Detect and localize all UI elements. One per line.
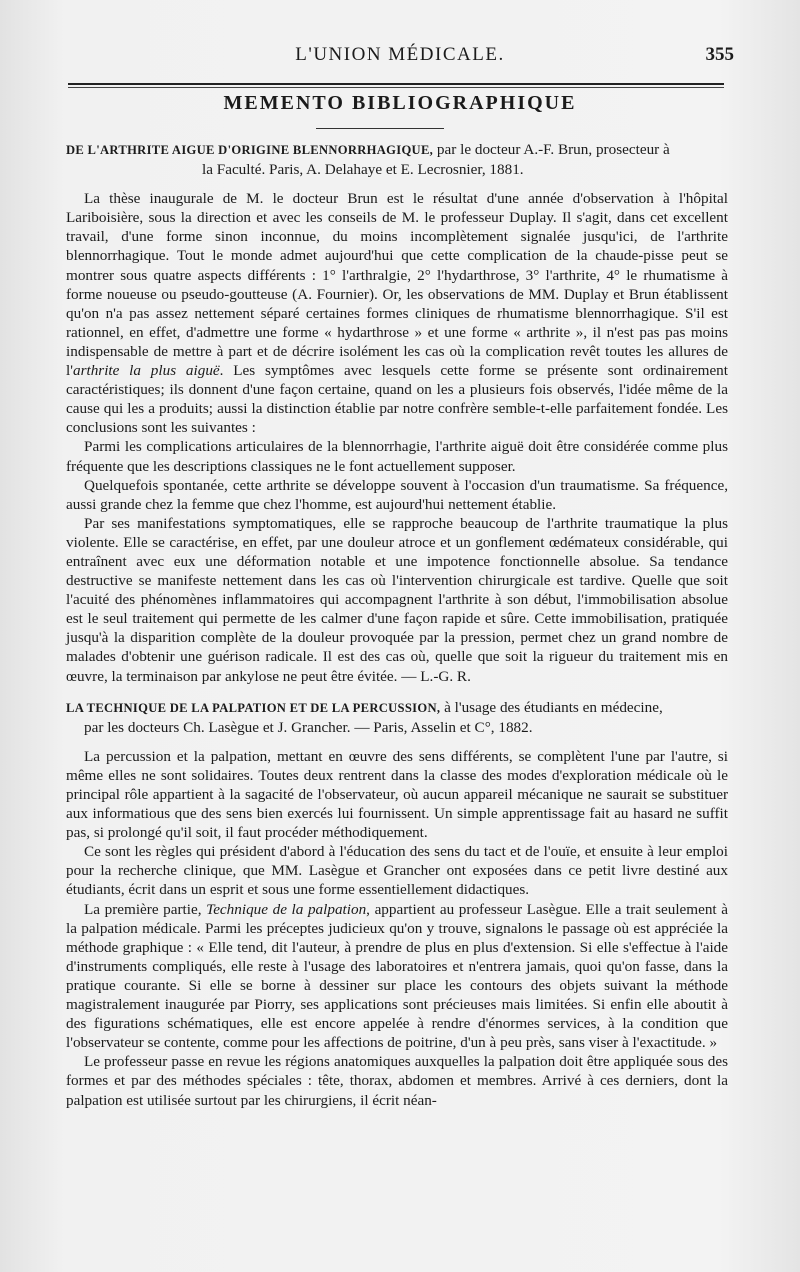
- entry-1-title-rest-2: la Faculté. Paris, A. Delahaye et E. Lecrosnier, 1881.: [202, 161, 524, 179]
- entry-2-p3-head: La première partie,: [84, 900, 207, 918]
- entry-2-title: [66, 698, 728, 737]
- entry-1-title: [66, 140, 728, 179]
- section-title: MEMENTO BIBLIOGRAPHIQUE: [223, 92, 577, 114]
- entry-1-paragraph-1: [66, 189, 728, 437]
- running-title: L'UNION MÉDICALE.: [295, 44, 505, 65]
- title-underline: [316, 128, 444, 129]
- entry-2-title-rest-2: par les docteurs Ch. Lasègue et J. Grancher. — Paris, Asselin et C°, 1882.: [84, 718, 533, 736]
- entry-1-title-rest-1: par le docteur A.-F. Brun, prosecteur à: [433, 141, 670, 158]
- entry-1-p1-text: La thèse inaugurale de M. le docteur Brun est le résultat d'une année d'observation à l'hôpital Lariboisière, sous la direction et avec les conseils de M. le professeur Duplay. Il s'agit, dans cet excellent travail, d'une forme sinon inconnue, du moins incomplètement signalée jusqu'ici, de l'arthrite blennorrhagique. Tout le monde admet aujourd'hui que cette complication de la chaude-pisse peut se montrer sous quatre aspects différents : 1° l'arthralgie, 2° l'hydarthrose, 3° l'arthrite, 4° le rhumatisme à forme noueuse ou pseudo-goutteuse (A. Fournier). Or, les observations de MM. Duplay et Brun établissent qu'on n'a pas assez nettement séparé certaines formes cliniques de rhumatisme blennorrhagique. S'il est rationnel, en effet, d'admettre une forme « hydarthrose » et une forme « arthrite », il n'est pas pas moins indispensable de mettre à part et de décrire isolément les cas où la complication revêt toutes les allures de l': [66, 190, 728, 380]
- entry-2-paragraph-1: La percussion et la palpation, mettant en œuvre des sens différents, se complètent l'une par l'autre, si même elles ne sont solidaires. Toutes deux rentrent dans la classe des modes d'exploration médicale où le principal rôle appartient à la sagacité de l'observateur, où aucun appareil mécanique ne saurait se substituer aux informatious que des sens bien exercés lui fournissent. Un simple apprentissage fait au hasard ne suffit pas, si prolongé qu'il soit, il faut procéder méthodiquement.: [66, 747, 728, 842]
- entry-2-paragraph-2: Ce sont les règles qui président d'abord à l'éducation des sens du tact et de l'ouïe, et ensuite à leur emploi pour la recherche clinique, que MM. Lasègue et Grancher ont exposées dans ce petit livre destiné aux étudiants, écrit dans un esprit et sous une forme essentiellement didactiques.: [66, 843, 728, 899]
- entry-1-p1-italic: arthrite la plus aiguë: [72, 362, 220, 380]
- entry-1-title-head: DE L'ARTHRITE AIGUE D'ORIGINE BLENNORRHAGIQUE,: [66, 143, 434, 157]
- article-body: [66, 138, 728, 1110]
- entry-1-paragraph-2: Parmi les complications articulaires de la blennorrhagie, l'arthrite aiguë doit être considérée comme plus fréquente que les descriptions classiques ne le font actuellement supposer.: [66, 438, 728, 475]
- entry-1-p1-tail: . Les symptômes avec lesquels cette forme se présente sont ordinairement caractéristiques; ils donnent d'une façon certaine, quand on les a plusieurs fois observés, l'idée même de la cause qui les a produits; aussi la distinction établie par notre confrère semble-t-elle parfaitement fondée. Les conclusions sont les suivantes :: [66, 362, 728, 437]
- entry-2-paragraph-3: [66, 900, 728, 1053]
- entry-2-paragraph-4: Le professeur passe en revue les régions anatomiques auxquelles la palpation doit être appliquée sous des formes et par des méthodes spéciales : tête, thorax, abdomen et membres. Arrivé à ces derniers, dont la palpation est utilisée surtout par les chirurgiens, il écrit néan-: [66, 1053, 728, 1109]
- header-rule-thin: [68, 87, 724, 88]
- entry-1-paragraph-3: Quelquefois spontanée, cette arthrite se développe souvent à l'occasion d'un traumatisme. Sa fréquence, aussi grande chez la femme que chez l'homme, est aujourd'hui nettement établie.: [66, 476, 728, 513]
- header-rule: [68, 83, 724, 85]
- entry-2-p3-tail: , appartient au professeur Lasègue. Elle a trait seulement à la palpation médicale. Parmi les préceptes judicieux qu'on y trouve, signalons le passage où est appréciée la méthode graphique : « Elle tend, dit l'auteur, à prendre de plus en plus d'extension. Si elle s'effectue à l'aide d'instruments compliqués, elle reste à l'usage des laboratoires et n'entrera jamais, quoi qu'on fasse, dans la pratique courante. Si elle se borne à dessiner sur place les contours des objets suivant la méthode magistralement inaugurée par Piorry, ses applications sont précieuses mais limitées. Si enfin elle aboutit à des figurations schématiques, elle est encore appelée à rendre d'énormes services, à la condition que l'observateur se contente, comme pour les affections de poitrine, d'un à peu près, sans viser à l'exactitude. »: [66, 900, 728, 1052]
- entry-1-paragraph-4: Par ses manifestations symptomatiques, elle se rapproche beaucoup de l'arthrite traumatique la plus violente. Elle se caractérise, en effet, par une douleur atroce et un gonflement œdémateux considérable, qui entraînent avec eux une déformation notable et une impotence fonctionnelle absolue. Sa tendance destructive se manifeste nettement dans les cas où l'intervention chirurgicale est tardive. Quelle que soit l'acuité des phénomènes inflammatoires qui accompagnent l'arthrite à son début, l'immobilisation absolue est le seul traitement qui permette de les calmer d'une façon rapide et sûre. Cette immobilisation, pratiquée jusqu'à la disparition complète de la douleur provoquée par la pression, permet chez un grand nombre de malades d'obtenir une guérison radicale. Il est des cas où, quelle que soit la rigueur du traitement mis en œuvre, la terminaison par ankylose ne peut être évitée. — L.-G. R.: [66, 514, 728, 685]
- page-number: 355: [705, 44, 734, 65]
- entry-2-p3-italic: Technique de la palpation: [206, 900, 367, 918]
- running-head: [0, 44, 800, 74]
- entry-2-title-head: LA TECHNIQUE DE LA PALPATION ET DE LA PERCUSSION,: [66, 700, 441, 715]
- entry-2-title-rest-1: à l'usage des étudiants en médecine,: [440, 698, 663, 716]
